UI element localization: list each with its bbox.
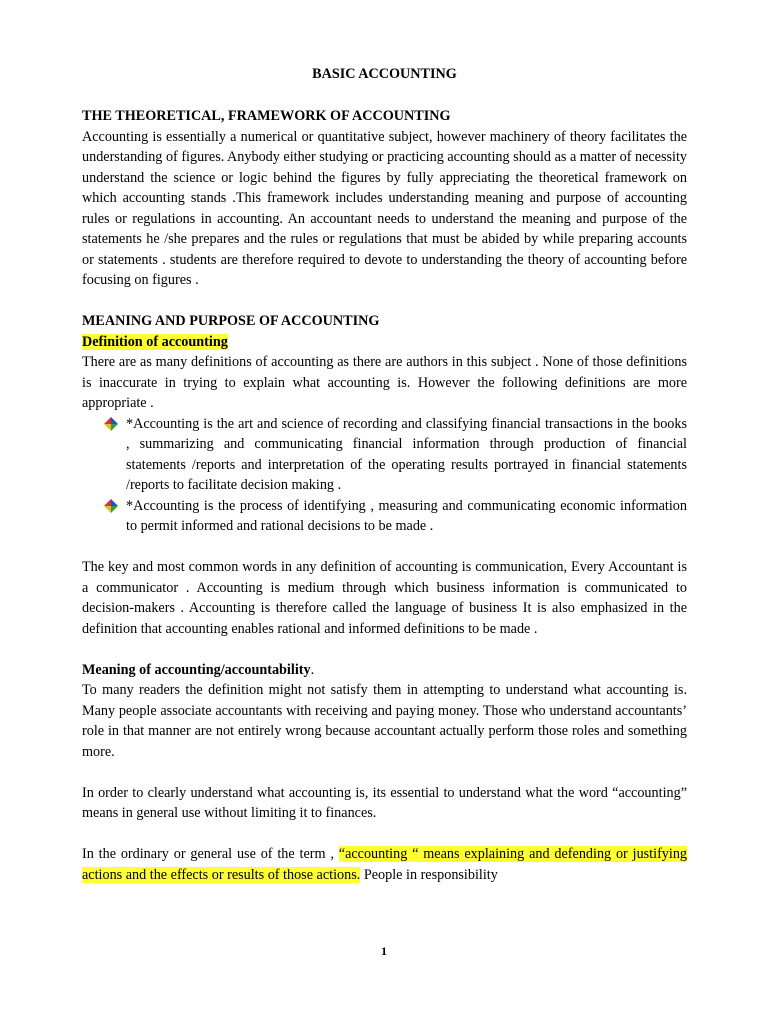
section-heading-theoretical-framework: THE THEORETICAL, FRAMEWORK OF ACCOUNTING [82,108,451,124]
subheading-suffix: . [310,661,315,678]
definition-list [82,414,687,537]
definition-text: *Accounting is the art and science of recording and classifying financial transactions in the books , summarizing and communicating financial information through production of financial statements /reports and interpretation of the operating results portrayed in financial statements /reports to facilitate decision making . [126,415,687,493]
subheading-definition-of-accounting: Definition of accounting [82,333,228,350]
page-number: 1 [381,944,387,958]
paragraph-theoretical-framework: Accounting is essentially a numerical or quantitative subject, however machinery of theory facilitates the understanding of figures. Anybody either studying or practicing accounting should as a matter of necessity understand the science or logic behind the figures by fully appreciating the theoretical framework on which accounting stands .This framework includes understanding meaning and purpose of accounting rules or regulations in accounting. An accountant needs to understand the meaning and purpose of the statements he /she prepares and the rules or regulations that must be abided by while preparing accounts or statements . students are therefore required to devote to understanding the theory of accounting before focusing on figures . [82,128,687,288]
document-title: BASIC ACCOUNTING [312,66,457,82]
list-item [126,496,687,537]
paragraph-accountants-role: To many readers the definition might not satisfy them in attempting to understand what accounting is. Many people associate accountants with receiving and paying money. Those who understand accountants’ role in that manner are not entirely wrong because accountant actually perform those roles and something more. [82,682,687,760]
paragraph-communication: The key and most common words in any definition of accounting is communication, Every Accountant is a communicator . Accounting is medium through which business information is communicated to decision-makers . Accounting is therefore called the language of business It is also emphasized in the definition that accounting enables rational and informed definitions to be made . [82,559,687,637]
four-color-diamond-bullet-icon [104,499,118,513]
four-color-diamond-bullet-icon [104,417,118,431]
subheading-meaning-of-accountability: Meaning of accounting/accountability [82,661,311,678]
subheading-accountability-row [82,660,687,681]
document-page [82,64,687,885]
paragraph-general-use [82,844,687,885]
section-heading-meaning-purpose: MEANING AND PURPOSE OF ACCOUNTING [82,313,380,329]
definition-text: *Accounting is the process of identifying , measuring and communicating economic information to permit informed and rational decisions to be made . [126,497,687,534]
general-use-tail: People in responsibility [363,866,498,883]
subheading-definition-row [82,332,687,353]
paragraph-definitions-intro: There are as many definitions of accounting as there are authors in this subject . None of those definitions is inaccurate in trying to explain what accounting is. However the following definitions are more appropriate . [82,354,687,411]
list-item [126,414,687,496]
highlighted-definition: “accounting “ means explaining and defending or justifying actions and the effects or results of those actions. [82,846,688,883]
general-use-lead: In the ordinary or general use of the term , [82,846,334,862]
paragraph-word-accounting: In order to clearly understand what accounting is, its essential to understand what the word “accounting” means in general use without limiting it to finances. [82,784,687,821]
